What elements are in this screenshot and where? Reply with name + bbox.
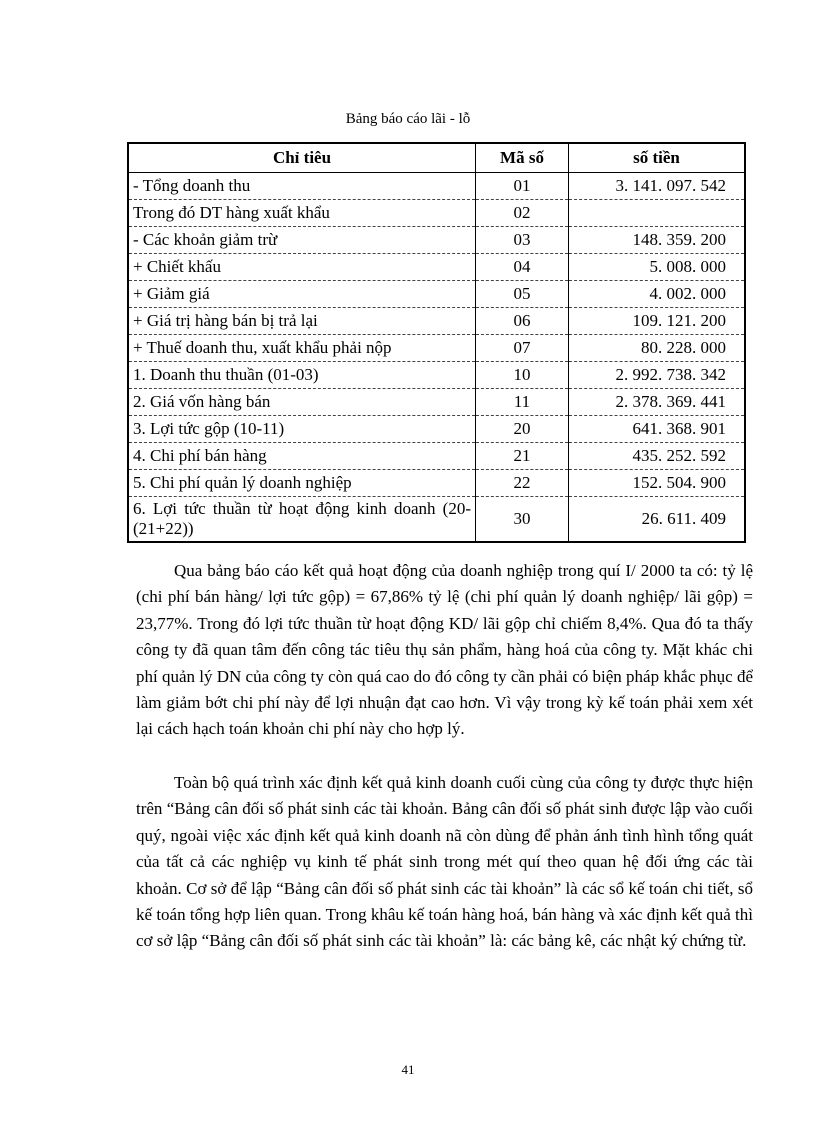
row-code: 11: [476, 389, 569, 416]
row-label: 3. Lợi tức gộp (10-11): [128, 416, 476, 443]
table-row: [128, 443, 745, 470]
table-row: [128, 173, 745, 200]
row-code: 03: [476, 227, 569, 254]
table-row: [128, 416, 745, 443]
row-code: 02: [476, 200, 569, 227]
row-code: 01: [476, 173, 569, 200]
row-label: 4. Chi phí bán hàng: [128, 443, 476, 470]
row-code: 06: [476, 308, 569, 335]
table-row: [128, 281, 745, 308]
paragraph-text: Qua bảng báo cáo kết quả hoạt động của doanh nghiệp trong quí I/ 2000 ta có: tỷ lệ (chi phí bán hàng/ lợi tức gộp) = 67,86% tỷ lệ (chi phí quản lý doanh nghiệp/ lãi gộp) = 23,77%. Trong đó lợi tức thuần từ hoạt động KD/ lãi gộp chỉ chiếm 8,4%. Qua đó ta thấy công ty đã quan tâm đến công tác tiêu thụ sản phẩm, hàng hoá của công ty. Mặt khác chi phí quản lý DN của công ty còn quá cao do đó công ty cần phải có biện pháp khắc phục để làm giảm bớt chi phí này để lợi nhuận đạt cao hơn. Vì vậy trong kỳ kế toán phải xem xét lại cách hạch toán khoản chi phí này cho hợp lý.: [136, 561, 754, 739]
row-code: 21: [476, 443, 569, 470]
row-code: 30: [476, 497, 569, 543]
row-amount: 5. 008. 000: [569, 254, 746, 281]
row-code: 04: [476, 254, 569, 281]
table-row: [128, 254, 745, 281]
table-row: [128, 335, 745, 362]
row-label: 6. Lợi tức thuần từ hoạt động kinh doanh (20-(21+22)): [128, 497, 476, 543]
row-label: 1. Doanh thu thuần (01-03): [128, 362, 476, 389]
table-title: Bảng báo cáo lãi - lỗ: [345, 111, 471, 127]
row-amount: 2. 378. 369. 441: [569, 389, 746, 416]
row-code: 05: [476, 281, 569, 308]
row-amount: 435. 252. 592: [569, 443, 746, 470]
row-label: - Tổng doanh thu: [128, 173, 476, 200]
profit-loss-table: [127, 142, 746, 543]
table-row: [128, 200, 745, 227]
row-amount: [569, 200, 746, 227]
row-code: 10: [476, 362, 569, 389]
row-amount: 148. 359. 200: [569, 227, 746, 254]
row-label: + Giá trị hàng bán bị trả lại: [128, 308, 476, 335]
paragraph-text: Toàn bộ quá trình xác định kết quả kinh doanh cuối cùng của công ty được thực hiện trên “Bảng cân đối số phát sinh các tài khoản. Bảng cân đối số phát sinh được lập vào cuối quý, ngoài việc xác định kết quả kinh doanh nã còn dùng để phản ánh tình hình tổng quát của tất cả các nghiệp vụ kinh tế phát sinh trong mét quí theo quan hệ đối ứng các tài khoản. Cơ sở để lập “Bảng cân đối số phát sinh các tài khoản” là các sổ kế toán chi tiết, sổ kế toán tổng hợp liên quan. Trong khâu kế toán hàng hoá, bán hàng và xác định kết quả thì cơ sở lập “Bảng cân đối số phát sinh các tài khoản” là: các bảng kê, các nhật ký chứng từ.: [136, 773, 753, 951]
row-code: 07: [476, 335, 569, 362]
table-row: [128, 308, 745, 335]
row-label: 2. Giá vốn hàng bán: [128, 389, 476, 416]
row-amount: 109. 121. 200: [569, 308, 746, 335]
row-amount: 26. 611. 409: [569, 497, 746, 543]
row-label: + Giảm giá: [128, 281, 476, 308]
table-row: [128, 470, 745, 497]
table-row: [128, 227, 745, 254]
row-code: 20: [476, 416, 569, 443]
table-header-row: [128, 143, 745, 173]
summary-paragraph: [136, 770, 753, 955]
header-amount: số tiền: [569, 143, 746, 173]
row-amount: 3. 141. 097. 542: [569, 173, 746, 200]
header-indicator: Chỉ tiêu: [128, 143, 476, 173]
row-code: 22: [476, 470, 569, 497]
table-row: [128, 389, 745, 416]
table-row: [128, 362, 745, 389]
row-amount: 152. 504. 900: [569, 470, 746, 497]
row-label: + Chiết khấu: [128, 254, 476, 281]
row-label: 5. Chi phí quản lý doanh nghiệp: [128, 470, 476, 497]
row-label: - Các khoản giảm trừ: [128, 227, 476, 254]
row-label: Trong đó DT hàng xuất khẩu: [128, 200, 476, 227]
row-amount: 80. 228. 000: [569, 335, 746, 362]
table-row: [128, 497, 745, 543]
row-amount: 2. 992. 738. 342: [569, 362, 746, 389]
page-number: 41: [401, 1062, 415, 1077]
header-code: Mã số: [476, 143, 569, 173]
row-amount: 641. 368. 901: [569, 416, 746, 443]
row-amount: 4. 002. 000: [569, 281, 746, 308]
analysis-paragraph: [136, 558, 753, 743]
row-label: + Thuế doanh thu, xuất khẩu phải nộp: [128, 335, 476, 362]
